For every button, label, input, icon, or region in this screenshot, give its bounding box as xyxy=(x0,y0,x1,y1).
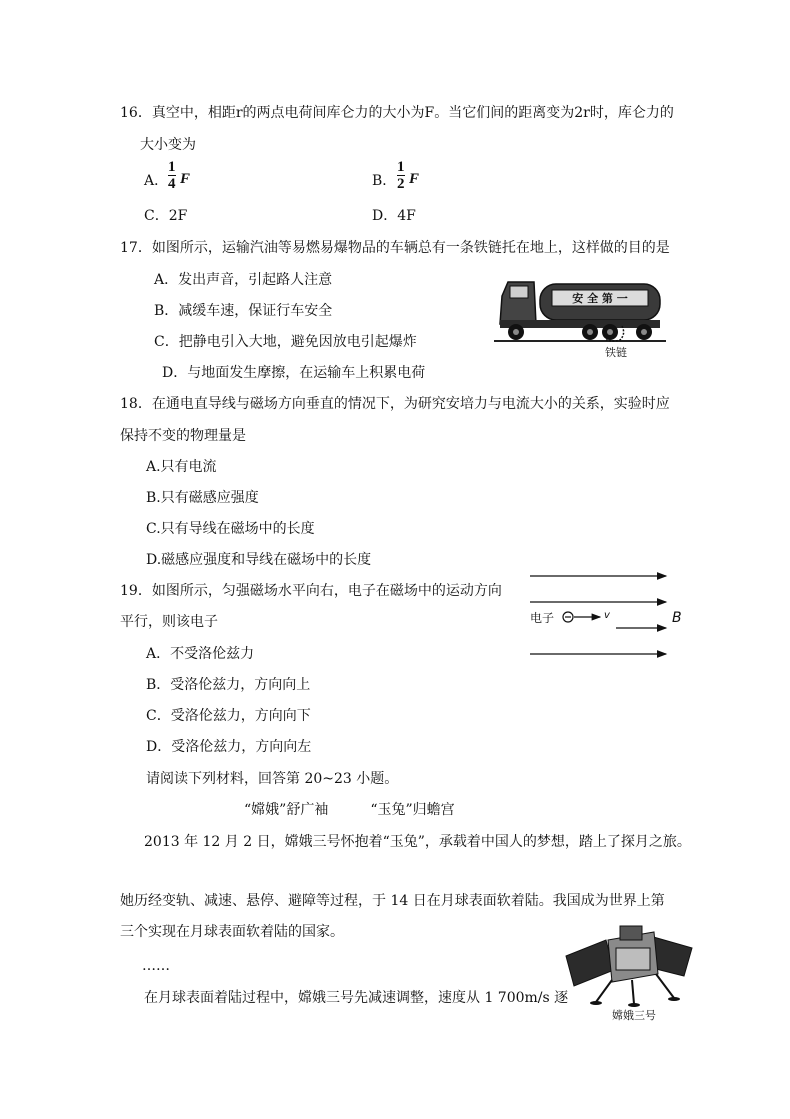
reading-ellipsis: …… xyxy=(142,958,170,974)
chain-caption: 铁链 xyxy=(605,346,627,359)
cab-window xyxy=(510,286,528,298)
q18-option-d: D.磁感应强度和导线在磁场中的长度 xyxy=(146,552,372,568)
q16-a-denominator: 4 xyxy=(168,176,176,192)
reading-intro: 请阅读下列材料，回答第 20~23 小题。 xyxy=(146,771,399,787)
lander-leg xyxy=(632,980,634,1004)
q17-option-d: D．与地面发生摩擦，在运输车上积累电荷 xyxy=(162,365,426,381)
lander-leg xyxy=(656,974,674,998)
q18-option-c: C.只有导线在磁场中的长度 xyxy=(146,521,315,537)
tank-sign-text: 安 全 第 一 xyxy=(572,292,628,305)
q18-option-a: A.只有电流 xyxy=(146,459,217,475)
velocity-label: v xyxy=(604,610,610,621)
tanker-truck-figure xyxy=(494,276,666,360)
q16-b-variable: F xyxy=(409,171,420,187)
lander-top-module xyxy=(620,926,642,940)
reading-paragraph-2-line2: 三个实现在月球表面软着陆的国家。 xyxy=(120,924,344,940)
q19-option-b: B．受洛伦兹力，方向向上 xyxy=(146,677,311,693)
q16-option-a-fraction xyxy=(168,160,176,191)
q17-option-c: C．把静电引入大地，避免因放电引起爆炸 xyxy=(154,334,417,350)
q19-option-c: C．受洛伦兹力，方向向下 xyxy=(146,708,311,724)
q18-stem-line1: 18．在通电直导线与磁场方向垂直的情况下，为研究安培力与电流大小的关系，实验时应 xyxy=(120,396,670,412)
reading-paragraph-2-line1: 她历经变轨、减速、悬停、避障等过程，于 14 日在月球表面软着陆。我国成为世界上第 xyxy=(120,893,665,909)
q16-option-b-label: B． xyxy=(372,173,397,189)
solar-panel-left xyxy=(566,940,614,986)
q18-option-b: B.只有磁感应强度 xyxy=(146,490,259,506)
ground-line xyxy=(494,340,666,342)
q16-stem-line1: 16．真空中，相距r的两点电荷间库仑力的大小为F。当它们间的距离变为2r时，库仑力的 xyxy=(120,105,674,121)
q16-stem-line2: 大小变为 xyxy=(140,137,196,153)
reading-title: “嫦娥”舒广袖 “玉兔”归蟾宫 xyxy=(244,802,455,818)
field-b-label: B xyxy=(672,610,682,626)
q16-option-c: C．2F xyxy=(144,208,188,224)
q19-option-a: A．不受洛伦兹力 xyxy=(146,646,255,662)
change3-lander-figure xyxy=(562,918,700,1024)
q17-stem: 17．如图所示，运输汽油等易燃易爆物品的车辆总有一条铁链托在地上，这样做的目的是 xyxy=(120,240,670,256)
q19-stem-line1: 19．如图所示，匀强磁场水平向右，电子在磁场中的运动方向 xyxy=(120,583,502,599)
reading-paragraph-3: 在月球表面着陆过程中，嫦娥三号先减速调整，速度从 1 700m/s 逐 xyxy=(144,990,569,1006)
q17-option-a: A．发出声音，引起路人注意 xyxy=(154,272,333,288)
magnetic-field-figure xyxy=(524,566,694,666)
q16-option-d: D．4F xyxy=(372,208,416,224)
lander-leg xyxy=(596,980,612,1002)
q18-stem-line2: 保持不变的物理量是 xyxy=(120,428,246,444)
q19-stem-line2: 平行，则该电子 xyxy=(120,614,218,630)
q17-option-b: B．减缓车速，保证行车安全 xyxy=(154,303,333,319)
q16-option-b-fraction xyxy=(397,160,405,191)
lander-caption: 嫦娥三号 xyxy=(612,1009,656,1022)
q19-option-d: D．受洛伦兹力，方向向左 xyxy=(146,739,312,755)
q16-a-numerator: 1 xyxy=(168,159,176,175)
reading-paragraph-1: 2013 年 12 月 2 日，嫦娥三号怀抱着“玉兔”，承载着中国人的梦想，踏上了探月之旅。 xyxy=(144,834,691,850)
q16-b-numerator: 1 xyxy=(397,159,405,175)
truck-chassis xyxy=(500,320,660,328)
electron-label: 电子 xyxy=(530,611,555,625)
q16-a-variable: F xyxy=(180,171,191,187)
q16-b-denominator: 2 xyxy=(397,176,405,192)
q16-option-a-label: A． xyxy=(144,173,169,189)
